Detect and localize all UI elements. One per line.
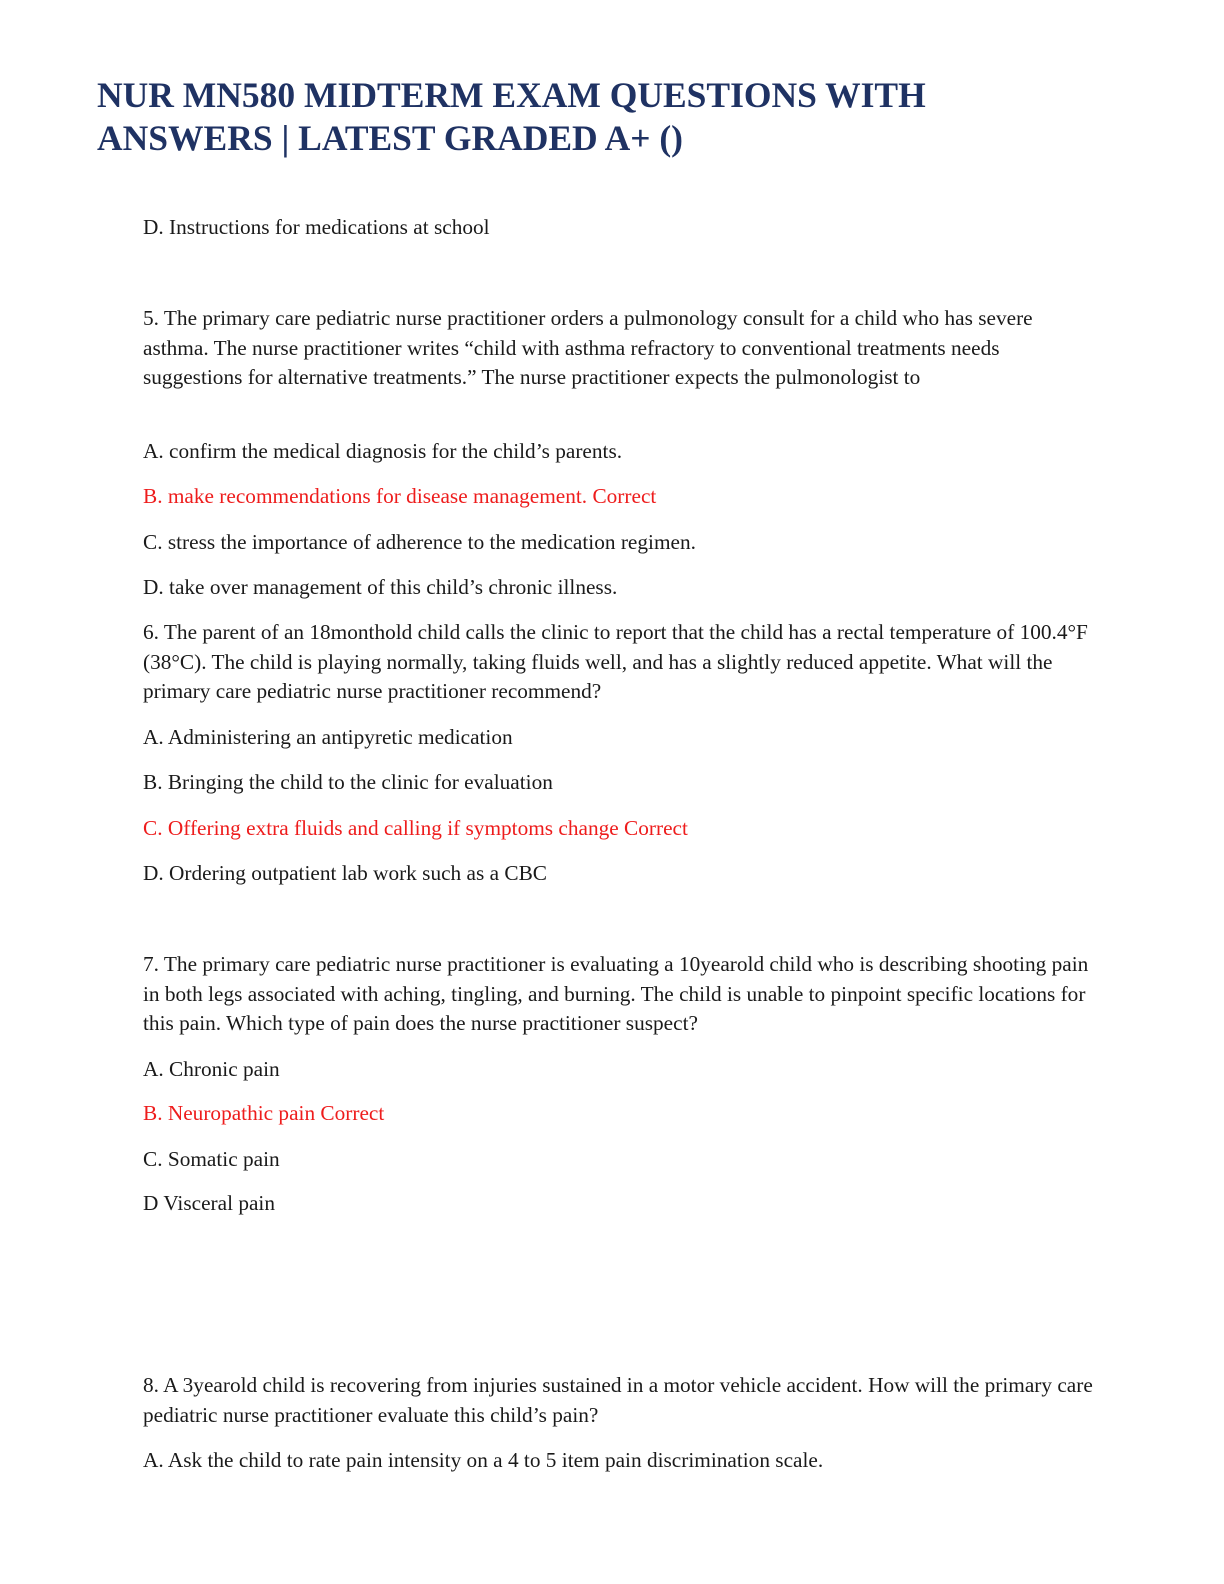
question-5-option-b-correct: B. make recommendations for disease management. Correct xyxy=(143,484,657,508)
question-5-option-d: D. take over management of this child’s chronic illness. xyxy=(143,575,618,599)
question-6-stem: 6. The parent of an 18monthold child calls the clinic to report that the child has a rectal temperature of 100.4°F (38°C). The child is playing normally, taking fluids well, and has a slightly reduced appetite. What will the primary care pediatric nurse practitioner recommend? xyxy=(143,620,1088,704)
question-8-option-a: A. Ask the child to rate pain intensity on a 4 to 5 item pain discrimination scale. xyxy=(143,1448,824,1472)
question-7-option-d: D Visceral pain xyxy=(143,1191,275,1215)
question-5-option-a: A. confirm the medical diagnosis for the child’s parents. xyxy=(143,439,623,463)
question-6-option-d: D. Ordering outpatient lab work such as a CBC xyxy=(143,861,547,885)
question-7-option-c: C. Somatic pain xyxy=(143,1147,280,1171)
page-title: NUR MN580 MIDTERM EXAM QUESTIONS WITH ANSWERS | LATEST GRADED A+ () xyxy=(97,75,926,158)
question-6-option-c-correct: C. Offering extra fluids and calling if symptoms change Correct xyxy=(143,816,688,840)
question-5-stem: 5. The primary care pediatric nurse practitioner orders a pulmonology consult for a child who has severe asthma. The nurse practitioner writes “child with asthma refractory to conventional treatments needs suggestions for alternative treatments.” The nurse practitioner expects the pulmonologist to xyxy=(143,306,1033,390)
question-5-option-c: C. stress the importance of adherence to the medication regimen. xyxy=(143,530,696,554)
question-7-stem: 7. The primary care pediatric nurse practitioner is evaluating a 10yearold child who is describing shooting pain in both legs associated with aching, tingling, and burning. The child is unable to pinpoint specific locations for this pain. Which type of pain does the nurse practitioner suspect? xyxy=(143,952,1089,1036)
prior-option-d: D. Instructions for medications at school xyxy=(143,215,490,239)
question-7-option-a: A. Chronic pain xyxy=(143,1057,280,1081)
question-6-option-a: A. Administering an antipyretic medication xyxy=(143,725,513,749)
question-6-option-b: B. Bringing the child to the clinic for evaluation xyxy=(143,770,553,794)
question-7-option-b-correct: B. Neuropathic pain Correct xyxy=(143,1101,385,1125)
question-8-stem: 8. A 3yearold child is recovering from injuries sustained in a motor vehicle accident. How will the primary care pediatric nurse practitioner evaluate this child’s pain? xyxy=(143,1373,1093,1427)
